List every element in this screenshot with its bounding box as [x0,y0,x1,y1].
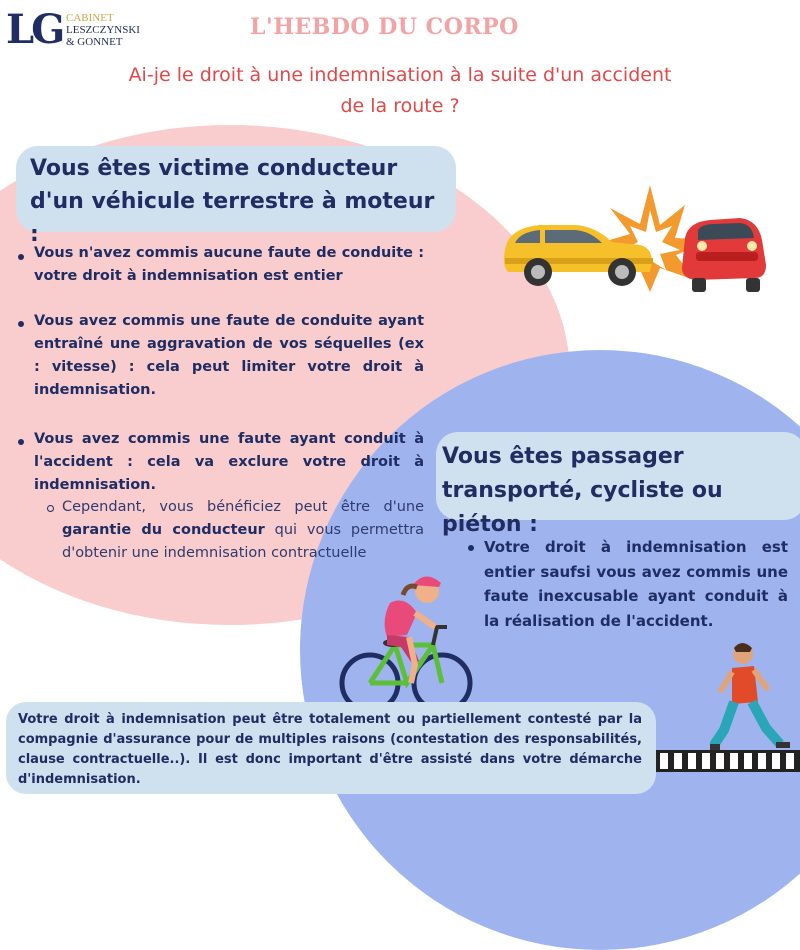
cyclist-illustration [335,565,475,715]
section1-sub-bullet [62,496,424,565]
section1-bullet-2: Vous avez commis une faute de conduite ayant entraîné une aggravation de vos séquelles (ex : vitesse) : cela peut limiter votre droit à indemnisation. [34,313,424,398]
section1-bullet-3: Vous avez commis une faute ayant conduit à l'accident : cela va exclure votre droit à indemnisation. [34,431,424,493]
logo-line-cabinet: CABINET [66,12,114,24]
crosswalk-illustration [656,750,800,772]
logo-line-gonnet: & GONNET [66,36,123,48]
footer-note-box [6,702,656,794]
section2-heading-box [436,432,800,537]
bullet-dot [468,545,474,551]
sub-bullet-text-end: qui vous permettra d'obtenir une indemnisation contractuelle [62,522,425,561]
bullet-dot [18,439,24,445]
footer-note: Votre droit à indemnisation peut être totalement ou partiellement contesté par la compagnie d'assurance pour de multiples raisons (contestation des responsabilités, clause contractuelle..). Il est donc important d'être assisté dans votre démarche d'indemnisation. [18,712,642,787]
sub-bullet-text-start: Cependant, vous bénéficiez peut être d'une [62,499,424,515]
logo-mark: LG [6,6,63,53]
section1-bullet-1: Vous n'avez commis aucune faute de conduite : votre droit à indemnisation est entier [34,245,424,284]
logo-line-leszczynski: LESZCZYNSKI [66,24,140,36]
car-crash-illustration [500,180,770,295]
main-question: Ai-je le droit à une indemnisation à la suite d'un accident de la route ? [128,64,672,117]
section2-heading: Vous êtes passager transporté, cycliste ou piéton : [442,444,723,537]
section1-heading-box [16,146,456,247]
bullet-dot [18,321,24,327]
pedestrian-illustration [710,640,790,760]
logo-text [66,12,140,48]
section2-bullet: Votre droit à indemnisation est entier saufsi vous avez commis une faute inexcusable ayant conduit à la réalisation de l'accident. [484,538,788,630]
sub-bullet-circle [47,505,54,512]
newsletter-title: L'HEBDO DU CORPO [250,14,519,40]
bullet-dot [18,254,24,260]
section1-heading: Vous êtes victime conducteur d'un véhicule terrestre à moteur : [30,156,435,247]
sub-bullet-bold-text: garantie du conducteur [62,522,265,538]
